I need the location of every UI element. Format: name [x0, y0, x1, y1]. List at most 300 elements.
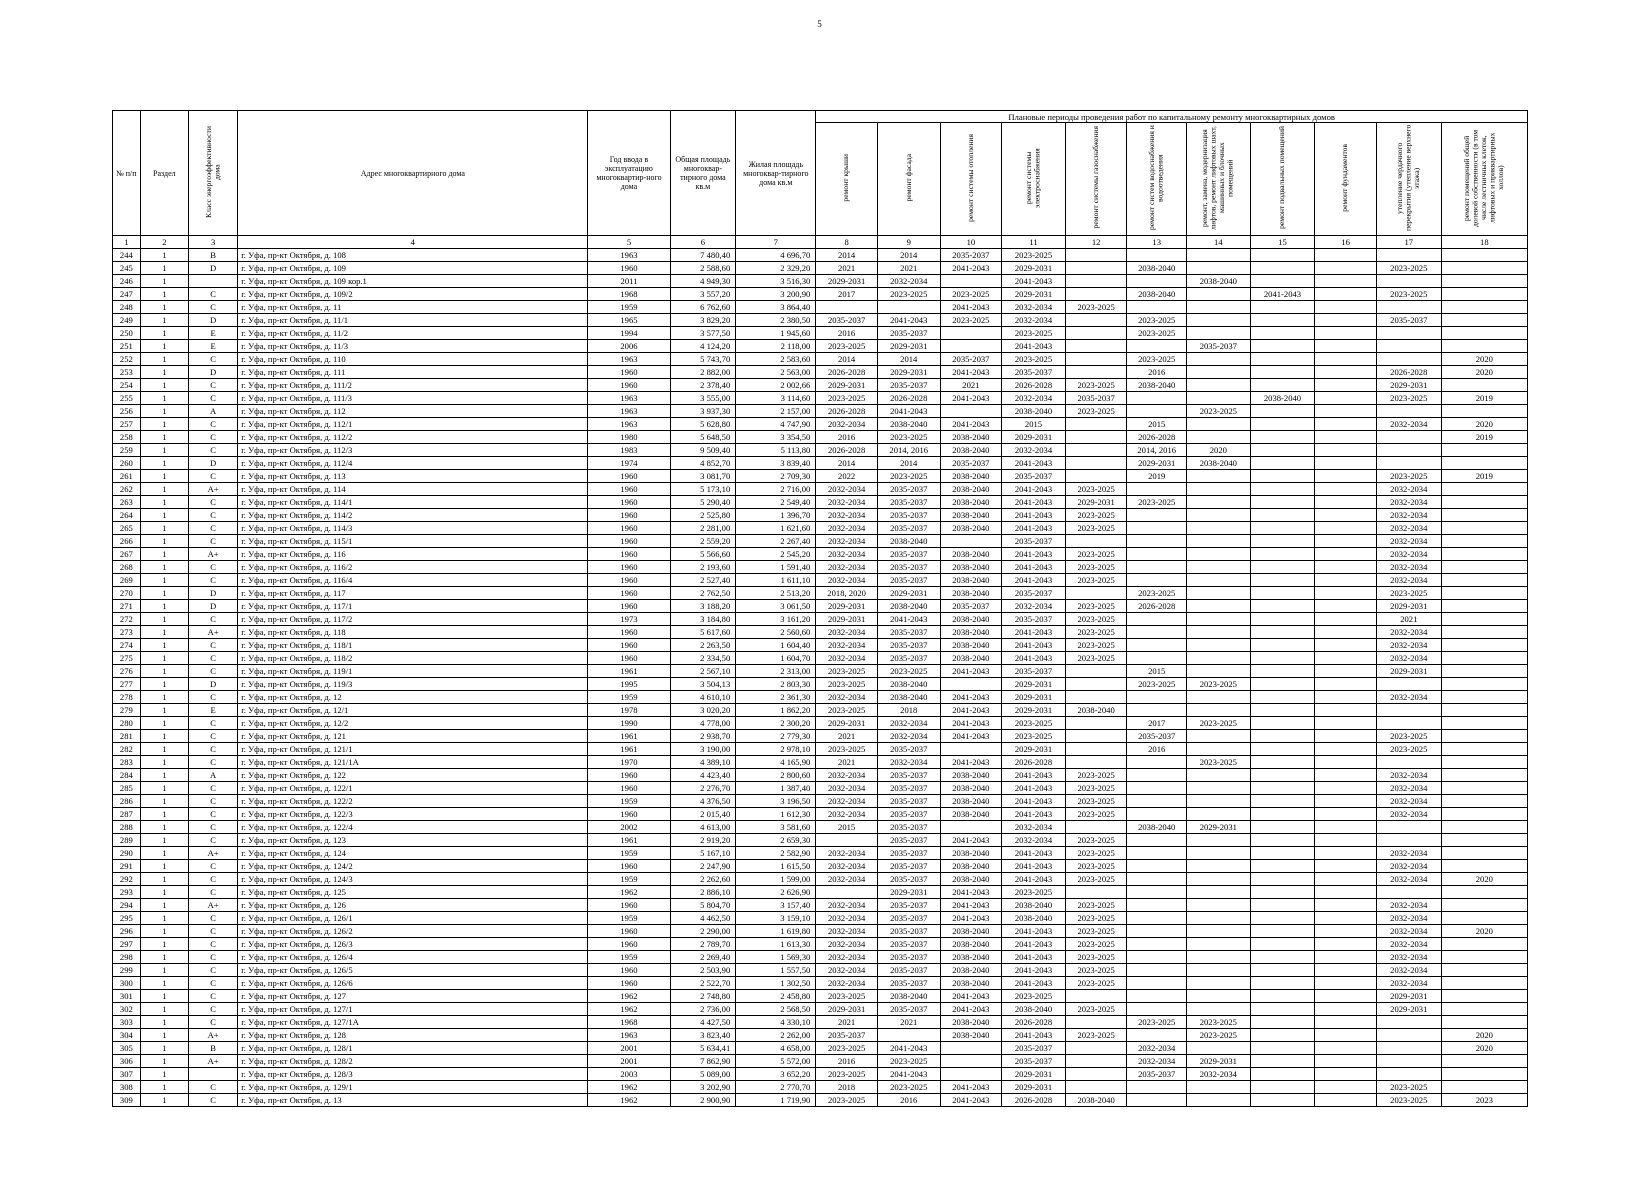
elevator-repair-period-cell: 2023-2025 [1186, 1029, 1250, 1042]
header-work-attic: утепление чердачного перекрытия (утепление верхнего этажа) [1376, 123, 1441, 236]
row-number-cell: 273 [113, 626, 141, 639]
row-number-cell: 268 [113, 561, 141, 574]
basement-repair-period-cell [1250, 262, 1315, 275]
basement-repair-period-cell [1250, 678, 1315, 691]
water-repair-period-cell [1127, 795, 1187, 808]
facade-repair-period-cell: 2035-2037 [877, 379, 940, 392]
row-number-cell: 298 [113, 951, 141, 964]
electric-repair-period-cell: 2023-2025 [1002, 886, 1066, 899]
basement-repair-period-cell [1250, 834, 1315, 847]
heating-repair-period-cell: 2041-2043 [940, 418, 1002, 431]
electric-repair-period-cell: 2026-2028 [1002, 756, 1066, 769]
facade-repair-period-cell: 2026-2028 [877, 392, 940, 405]
address-cell: г. Уфа, пр-кт Октября, д. 127/1А [238, 1016, 588, 1029]
year-built-cell: 2003 [588, 1068, 670, 1081]
electric-repair-period-cell: 2041-2043 [1002, 652, 1066, 665]
elevator-repair-period-cell [1186, 509, 1250, 522]
table-row [113, 639, 1528, 652]
section-cell: 1 [140, 509, 188, 522]
attic-insulation-period-cell: 2032-2034 [1376, 860, 1441, 873]
roof-repair-period-cell: 2014 [816, 249, 878, 262]
energy-class-cell: A+ [188, 847, 237, 860]
energy-class-cell: D [188, 678, 237, 691]
facade-repair-period-cell: 2035-2037 [877, 769, 940, 782]
water-repair-period-cell: 2023-2025 [1127, 314, 1187, 327]
energy-class-cell: C [188, 860, 237, 873]
attic-insulation-period-cell: 2023-2025 [1376, 470, 1441, 483]
section-cell: 1 [140, 574, 188, 587]
header-energy-class: Класс энергоэффективности дома [188, 111, 237, 236]
heating-repair-period-cell: 2041-2043 [940, 717, 1002, 730]
water-repair-period-cell: 2032-2034 [1127, 1042, 1187, 1055]
column-number: 2 [140, 236, 188, 249]
address-cell: г. Уфа, пр-кт Октября, д. 126/3 [238, 938, 588, 951]
elevator-repair-period-cell [1186, 626, 1250, 639]
roof-repair-period-cell: 2021 [816, 1016, 878, 1029]
common-areas-repair-period-cell [1441, 691, 1527, 704]
table-row [113, 1003, 1528, 1016]
attic-insulation-period-cell: 2032-2034 [1376, 652, 1441, 665]
electric-repair-period-cell: 2041-2043 [1002, 275, 1066, 288]
section-cell: 1 [140, 821, 188, 834]
header-planned-periods: Плановые периоды проведения работ по капитальному ремонту многоквартирных домов [816, 111, 1528, 123]
foundation-repair-period-cell [1315, 1042, 1377, 1055]
facade-repair-period-cell: 2035-2037 [877, 743, 940, 756]
address-cell: г. Уфа, пр-кт Октября, д. 111 [238, 366, 588, 379]
address-cell: г. Уфа, пр-кт Октября, д. 128/2 [238, 1055, 588, 1068]
common-areas-repair-period-cell [1441, 678, 1527, 691]
attic-insulation-period-cell [1376, 405, 1441, 418]
attic-insulation-period-cell [1376, 1042, 1441, 1055]
total-area-cell: 3 504,13 [670, 678, 736, 691]
roof-repair-period-cell: 2032-2034 [816, 873, 878, 886]
section-cell: 1 [140, 405, 188, 418]
foundation-repair-period-cell [1315, 444, 1377, 457]
elevator-repair-period-cell [1186, 899, 1250, 912]
address-cell: г. Уфа, пр-кт Октября, д. 122/2 [238, 795, 588, 808]
section-cell: 1 [140, 379, 188, 392]
roof-repair-period-cell: 2021 [816, 730, 878, 743]
year-built-cell: 1963 [588, 1029, 670, 1042]
address-cell: г. Уфа, пр-кт Октября, д. 11 [238, 301, 588, 314]
year-built-cell: 1959 [588, 912, 670, 925]
section-cell: 1 [140, 1055, 188, 1068]
basement-repair-period-cell [1250, 1029, 1315, 1042]
heating-repair-period-cell: 2035-2037 [940, 457, 1002, 470]
row-number-cell: 285 [113, 782, 141, 795]
table-row [113, 665, 1528, 678]
gas-repair-period-cell: 2023-2025 [1065, 483, 1127, 496]
water-repair-period-cell: 2026-2028 [1127, 600, 1187, 613]
total-area-cell: 2 900,90 [670, 1094, 736, 1107]
heating-repair-period-cell: 2041-2043 [940, 665, 1002, 678]
water-repair-period-cell [1127, 912, 1187, 925]
foundation-repair-period-cell [1315, 327, 1377, 340]
foundation-repair-period-cell [1315, 249, 1377, 262]
common-areas-repair-period-cell [1441, 1016, 1527, 1029]
foundation-repair-period-cell [1315, 392, 1377, 405]
year-built-cell: 1963 [588, 353, 670, 366]
row-number-cell: 283 [113, 756, 141, 769]
facade-repair-period-cell: 2023-2025 [877, 288, 940, 301]
section-cell: 1 [140, 535, 188, 548]
table-row [113, 1094, 1528, 1107]
foundation-repair-period-cell [1315, 652, 1377, 665]
foundation-repair-period-cell [1315, 1068, 1377, 1081]
row-number-cell: 274 [113, 639, 141, 652]
attic-insulation-period-cell: 2032-2034 [1376, 561, 1441, 574]
year-built-cell: 1961 [588, 834, 670, 847]
water-repair-period-cell: 2038-2040 [1127, 821, 1187, 834]
living-area-cell: 3 516,30 [736, 275, 816, 288]
foundation-repair-period-cell [1315, 834, 1377, 847]
basement-repair-period-cell [1250, 1068, 1315, 1081]
facade-repair-period-cell: 2014 [877, 249, 940, 262]
living-area-cell: 2 380,50 [736, 314, 816, 327]
gas-repair-period-cell: 2023-2025 [1065, 548, 1127, 561]
heating-repair-period-cell: 2038-2040 [940, 561, 1002, 574]
heating-repair-period-cell: 2038-2040 [940, 808, 1002, 821]
gas-repair-period-cell [1065, 821, 1127, 834]
common-areas-repair-period-cell [1441, 964, 1527, 977]
common-areas-repair-period-cell [1441, 652, 1527, 665]
year-built-cell: 1983 [588, 444, 670, 457]
address-cell: г. Уфа, пр-кт Октября, д. 111/2 [238, 379, 588, 392]
facade-repair-period-cell: 2035-2037 [877, 561, 940, 574]
gas-repair-period-cell: 2023-2025 [1065, 652, 1127, 665]
row-number-cell: 271 [113, 600, 141, 613]
attic-insulation-period-cell [1376, 704, 1441, 717]
energy-class-cell: C [188, 444, 237, 457]
roof-repair-period-cell: 2032-2034 [816, 535, 878, 548]
column-number: 13 [1127, 236, 1187, 249]
energy-class-cell: D [188, 587, 237, 600]
heating-repair-period-cell [940, 743, 1002, 756]
section-cell: 1 [140, 730, 188, 743]
living-area-cell: 2 002,66 [736, 379, 816, 392]
heating-repair-period-cell: 2041-2043 [940, 704, 1002, 717]
living-area-cell: 2 568,50 [736, 1003, 816, 1016]
common-areas-repair-period-cell [1441, 665, 1527, 678]
address-cell: г. Уфа, пр-кт Октября, д. 124/3 [238, 873, 588, 886]
water-repair-period-cell: 2023-2025 [1127, 1016, 1187, 1029]
year-built-cell: 1960 [588, 496, 670, 509]
living-area-cell: 1 591,40 [736, 561, 816, 574]
basement-repair-period-cell [1250, 496, 1315, 509]
year-built-cell: 2006 [588, 340, 670, 353]
living-area-cell: 2 262,00 [736, 1029, 816, 1042]
energy-class-cell: D [188, 600, 237, 613]
electric-repair-period-cell: 2041-2043 [1002, 574, 1066, 587]
column-number: 6 [670, 236, 736, 249]
section-cell: 1 [140, 340, 188, 353]
gas-repair-period-cell: 2023-2025 [1065, 847, 1127, 860]
electric-repair-period-cell: 2035-2037 [1002, 613, 1066, 626]
address-cell: г. Уфа, пр-кт Октября, д. 122/3 [238, 808, 588, 821]
heating-repair-period-cell: 2023-2025 [940, 288, 1002, 301]
total-area-cell: 2 193,60 [670, 561, 736, 574]
water-repair-period-cell [1127, 483, 1187, 496]
roof-repair-period-cell: 2016 [816, 431, 878, 444]
year-built-cell: 1961 [588, 665, 670, 678]
basement-repair-period-cell [1250, 730, 1315, 743]
attic-insulation-period-cell: 2032-2034 [1376, 925, 1441, 938]
energy-class-cell: C [188, 535, 237, 548]
foundation-repair-period-cell [1315, 431, 1377, 444]
row-number-cell: 263 [113, 496, 141, 509]
basement-repair-period-cell [1250, 860, 1315, 873]
elevator-repair-period-cell [1186, 847, 1250, 860]
row-number-cell: 270 [113, 587, 141, 600]
total-area-cell: 4 427,50 [670, 1016, 736, 1029]
address-cell: г. Уфа, пр-кт Октября, д. 127/1 [238, 1003, 588, 1016]
basement-repair-period-cell [1250, 912, 1315, 925]
common-areas-repair-period-cell [1441, 561, 1527, 574]
total-area-cell: 2 789,70 [670, 938, 736, 951]
basement-repair-period-cell [1250, 691, 1315, 704]
electric-repair-period-cell: 2041-2043 [1002, 977, 1066, 990]
address-cell: г. Уфа, пр-кт Октября, д. 122/4 [238, 821, 588, 834]
roof-repair-period-cell: 2032-2034 [816, 496, 878, 509]
section-cell: 1 [140, 639, 188, 652]
foundation-repair-period-cell [1315, 912, 1377, 925]
table-row [113, 509, 1528, 522]
attic-insulation-period-cell: 2035-2037 [1376, 314, 1441, 327]
basement-repair-period-cell [1250, 938, 1315, 951]
foundation-repair-period-cell [1315, 561, 1377, 574]
address-cell: г. Уфа, пр-кт Октября, д. 126 [238, 899, 588, 912]
row-number-cell: 295 [113, 912, 141, 925]
electric-repair-period-cell: 2026-2028 [1002, 1094, 1066, 1107]
electric-repair-period-cell: 2038-2040 [1002, 899, 1066, 912]
common-areas-repair-period-cell [1441, 340, 1527, 353]
elevator-repair-period-cell: 2023-2025 [1186, 405, 1250, 418]
energy-class-cell: C [188, 925, 237, 938]
elevator-repair-period-cell [1186, 288, 1250, 301]
gas-repair-period-cell: 2023-2025 [1065, 834, 1127, 847]
water-repair-period-cell: 2014, 2016 [1127, 444, 1187, 457]
table-row [113, 405, 1528, 418]
section-cell: 1 [140, 782, 188, 795]
total-area-cell: 5 743,70 [670, 353, 736, 366]
elevator-repair-period-cell [1186, 639, 1250, 652]
elevator-repair-period-cell: 2020 [1186, 444, 1250, 457]
gas-repair-period-cell: 2023-2025 [1065, 912, 1127, 925]
heating-repair-period-cell: 2038-2040 [940, 938, 1002, 951]
table-row [113, 431, 1528, 444]
roof-repair-period-cell: 2018, 2020 [816, 587, 878, 600]
basement-repair-period-cell [1250, 379, 1315, 392]
total-area-cell: 4 949,30 [670, 275, 736, 288]
energy-class-cell: C [188, 665, 237, 678]
table-row [113, 730, 1528, 743]
address-cell: г. Уфа, пр-кт Октября, д. 114/2 [238, 509, 588, 522]
roof-repair-period-cell: 2035-2037 [816, 1029, 878, 1042]
roof-repair-period-cell: 2022 [816, 470, 878, 483]
common-areas-repair-period-cell [1441, 509, 1527, 522]
elevator-repair-period-cell [1186, 613, 1250, 626]
table-row [113, 600, 1528, 613]
table-row [113, 587, 1528, 600]
elevator-repair-period-cell [1186, 301, 1250, 314]
foundation-repair-period-cell [1315, 288, 1377, 301]
attic-insulation-period-cell [1376, 1029, 1441, 1042]
foundation-repair-period-cell [1315, 457, 1377, 470]
living-area-cell: 3 864,40 [736, 301, 816, 314]
foundation-repair-period-cell [1315, 1094, 1377, 1107]
foundation-repair-period-cell [1315, 275, 1377, 288]
foundation-repair-period-cell [1315, 782, 1377, 795]
water-repair-period-cell [1127, 509, 1187, 522]
basement-repair-period-cell [1250, 1094, 1315, 1107]
living-area-cell: 2 549,40 [736, 496, 816, 509]
common-areas-repair-period-cell [1441, 613, 1527, 626]
electric-repair-period-cell: 2041-2043 [1002, 847, 1066, 860]
attic-insulation-period-cell: 2023-2025 [1376, 587, 1441, 600]
heating-repair-period-cell: 2038-2040 [940, 951, 1002, 964]
electric-repair-period-cell: 2035-2037 [1002, 1055, 1066, 1068]
row-number-cell: 247 [113, 288, 141, 301]
total-area-cell: 3 184,80 [670, 613, 736, 626]
table-row [113, 769, 1528, 782]
heating-repair-period-cell: 2041-2043 [940, 899, 1002, 912]
energy-class-cell: D [188, 314, 237, 327]
electric-repair-period-cell: 2041-2043 [1002, 626, 1066, 639]
basement-repair-period-cell [1250, 353, 1315, 366]
heating-repair-period-cell: 2038-2040 [940, 483, 1002, 496]
foundation-repair-period-cell [1315, 743, 1377, 756]
year-built-cell: 1960 [588, 808, 670, 821]
energy-class-cell: C [188, 756, 237, 769]
gas-repair-period-cell: 2023-2025 [1065, 964, 1127, 977]
year-built-cell: 1980 [588, 431, 670, 444]
gas-repair-period-cell [1065, 535, 1127, 548]
roof-repair-period-cell: 2032-2034 [816, 847, 878, 860]
gas-repair-period-cell [1065, 340, 1127, 353]
total-area-cell: 5 173,10 [670, 483, 736, 496]
water-repair-period-cell: 2023-2025 [1127, 587, 1187, 600]
row-number-cell: 266 [113, 535, 141, 548]
electric-repair-period-cell: 2038-2040 [1002, 1003, 1066, 1016]
column-number: 10 [940, 236, 1002, 249]
row-number-cell: 253 [113, 366, 141, 379]
gas-repair-period-cell: 2035-2037 [1065, 392, 1127, 405]
water-repair-period-cell [1127, 964, 1187, 977]
living-area-cell: 2 709,30 [736, 470, 816, 483]
gas-repair-period-cell [1065, 1016, 1127, 1029]
address-cell: г. Уфа, пр-кт Октября, д. 109/2 [238, 288, 588, 301]
common-areas-repair-period-cell [1441, 1003, 1527, 1016]
address-cell: г. Уфа, пр-кт Октября, д. 12 [238, 691, 588, 704]
row-number-cell: 300 [113, 977, 141, 990]
section-cell: 1 [140, 444, 188, 457]
heating-repair-period-cell: 2038-2040 [940, 613, 1002, 626]
water-repair-period-cell: 2016 [1127, 743, 1187, 756]
section-cell: 1 [140, 795, 188, 808]
total-area-cell: 7 480,40 [670, 249, 736, 262]
living-area-cell: 3 161,20 [736, 613, 816, 626]
foundation-repair-period-cell [1315, 418, 1377, 431]
attic-insulation-period-cell: 2029-2031 [1376, 1003, 1441, 1016]
year-built-cell: 1960 [588, 561, 670, 574]
total-area-cell: 9 509,40 [670, 444, 736, 457]
total-area-cell: 4 462,50 [670, 912, 736, 925]
gas-repair-period-cell: 2023-2025 [1065, 808, 1127, 821]
elevator-repair-period-cell: 2023-2025 [1186, 1016, 1250, 1029]
header-work-gas: ремонт системы газоснабжения [1065, 123, 1127, 236]
row-number-cell: 307 [113, 1068, 141, 1081]
electric-repair-period-cell: 2026-2028 [1002, 379, 1066, 392]
facade-repair-period-cell: 2023-2025 [877, 1081, 940, 1094]
gas-repair-period-cell [1065, 444, 1127, 457]
address-cell: г. Уфа, пр-кт Октября, д. 122/1 [238, 782, 588, 795]
living-area-cell: 3 196,50 [736, 795, 816, 808]
basement-repair-period-cell [1250, 665, 1315, 678]
total-area-cell: 2 247,90 [670, 860, 736, 873]
row-number-cell: 251 [113, 340, 141, 353]
heating-repair-period-cell: 2038-2040 [940, 444, 1002, 457]
section-cell: 1 [140, 613, 188, 626]
gas-repair-period-cell: 2023-2025 [1065, 574, 1127, 587]
elevator-repair-period-cell [1186, 704, 1250, 717]
elevator-repair-period-cell [1186, 912, 1250, 925]
energy-class-cell: C [188, 1094, 237, 1107]
section-cell: 1 [140, 366, 188, 379]
address-cell: г. Уфа, пр-кт Октября, д. 110 [238, 353, 588, 366]
attic-insulation-period-cell [1376, 834, 1441, 847]
heating-repair-period-cell [940, 1042, 1002, 1055]
year-built-cell: 1961 [588, 730, 670, 743]
common-areas-repair-period-cell [1441, 886, 1527, 899]
water-repair-period-cell [1127, 873, 1187, 886]
facade-repair-period-cell: 2041-2043 [877, 314, 940, 327]
electric-repair-period-cell: 2041-2043 [1002, 951, 1066, 964]
attic-insulation-period-cell: 2029-2031 [1376, 379, 1441, 392]
address-cell: г. Уфа, пр-кт Октября, д. 124/2 [238, 860, 588, 873]
table-row [113, 652, 1528, 665]
water-repair-period-cell: 2023-2025 [1127, 678, 1187, 691]
roof-repair-period-cell: 2026-2028 [816, 366, 878, 379]
elevator-repair-period-cell [1186, 808, 1250, 821]
electric-repair-period-cell: 2041-2043 [1002, 639, 1066, 652]
address-cell: г. Уфа, пр-кт Октября, д. 128 [238, 1029, 588, 1042]
year-built-cell: 1959 [588, 951, 670, 964]
total-area-cell: 3 081,70 [670, 470, 736, 483]
roof-repair-period-cell: 2023-2025 [816, 1042, 878, 1055]
foundation-repair-period-cell [1315, 665, 1377, 678]
basement-repair-period-cell [1250, 704, 1315, 717]
energy-class-cell: D [188, 366, 237, 379]
facade-repair-period-cell: 2035-2037 [877, 574, 940, 587]
elevator-repair-period-cell [1186, 977, 1250, 990]
year-built-cell: 1960 [588, 379, 670, 392]
year-built-cell: 1962 [588, 1003, 670, 1016]
table-row [113, 886, 1528, 899]
attic-insulation-period-cell: 2032-2034 [1376, 522, 1441, 535]
section-cell: 1 [140, 847, 188, 860]
attic-insulation-period-cell: 2032-2034 [1376, 873, 1441, 886]
foundation-repair-period-cell [1315, 1003, 1377, 1016]
elevator-repair-period-cell [1186, 886, 1250, 899]
facade-repair-period-cell: 2035-2037 [877, 509, 940, 522]
heating-repair-period-cell: 2038-2040 [940, 626, 1002, 639]
address-cell: г. Уфа, пр-кт Октября, д. 126/1 [238, 912, 588, 925]
section-cell: 1 [140, 769, 188, 782]
row-number-cell: 284 [113, 769, 141, 782]
attic-insulation-period-cell: 2032-2034 [1376, 691, 1441, 704]
facade-repair-period-cell: 2038-2040 [877, 678, 940, 691]
water-repair-period-cell [1127, 782, 1187, 795]
